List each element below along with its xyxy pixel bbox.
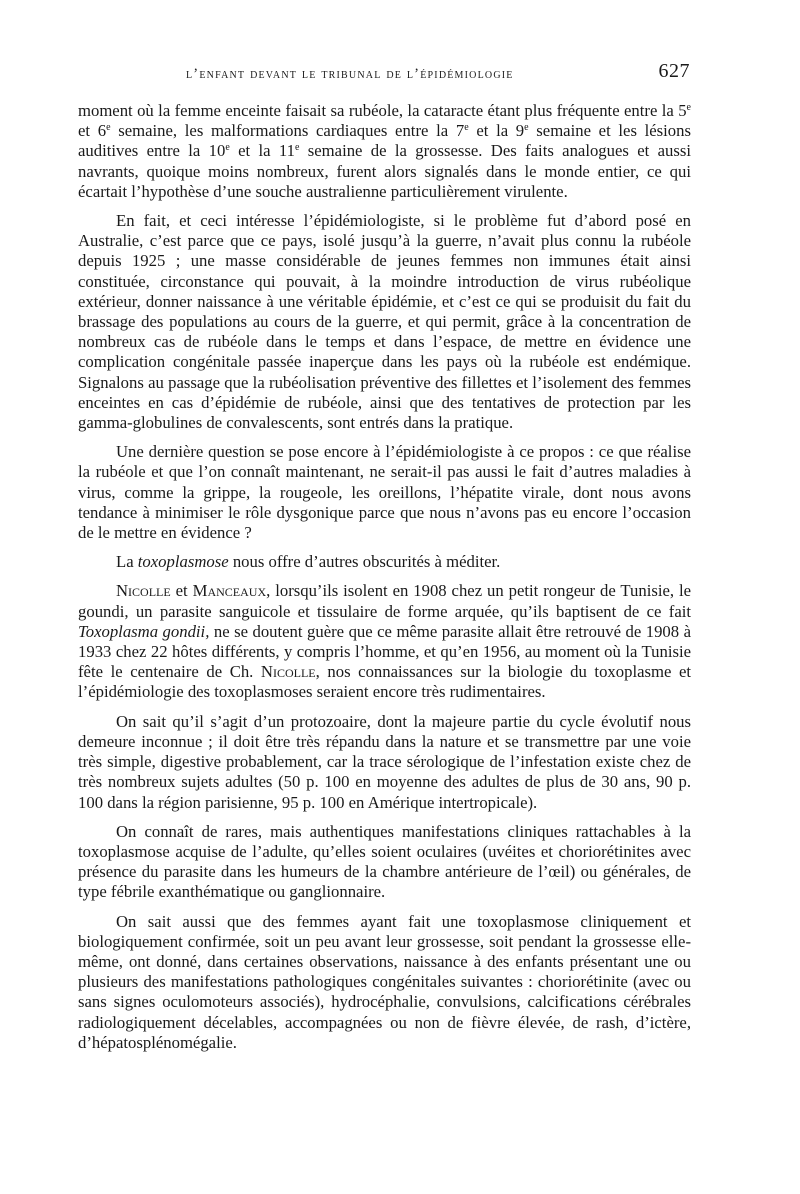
page-number: 627 xyxy=(658,60,690,82)
body-text xyxy=(78,101,691,1053)
author-name: Nicolle xyxy=(116,581,171,601)
paragraph-manifestations-adulte: On connaît de rares, mais authentiques manifestations cliniques rattachables à la toxoplasmose acquise de l’adulte, qu’elles soient oculaires (uvéites et choriorétinites avec présence du parasite dans les humeurs de la chambre antérieure de l’œil) ou générales, de type fébrile exanthématique ou ganglionnaire. xyxy=(78,821,691,902)
species-name: Toxoplasma gondii, xyxy=(78,621,210,641)
author-name: Nicolle xyxy=(260,662,316,682)
paragraph-protozoaire: On sait qu’il s’agit d’un protozoaire, dont la majeure partie du cycle évolutif nous demeure inconnue ; il doit être très répandu dans la nature et se transmettre par une voie très simple, digestive probablement, car la trace sérologique de l’infestation existe chez de très nombreux sujets adultes (50 p. 100 en moyenne des adultes de plus de 30 ans, 90 p. 100 dans la région parisienne, 95 p. 100 en Amérique intertropicale). xyxy=(78,711,691,812)
running-header xyxy=(78,60,690,86)
paragraph-rubella-timing: moment où la femme enceinte faisait sa rubéole, la cataracte étant plus fréquente entre la 5e et 6e semaine, les malformations cardiaques entre la 7e et la 9e semaine et les lésions auditives entre la 10e et la 11e semaine de la grossesse. Des faits analogues et aussi navrants, quoique moins nombreux, furent alors signalés dans le monde entier, ce qui écartait l’hypothèse d’une souche australienne particulièrement virulente. xyxy=(78,101,691,201)
paragraph-nicolle-manceaux: Nicolle et Manceaux, lorsqu’ils isolent en 1908 chez un petit rongeur de Tunisie, le goundi, un parasite sanguicole et tissulaire de forme arquée, qu’ils baptisent de ce fait Toxoplasma gondii, ne se doutent guère que ce même parasite allait être retrouvé de 1908 à 1933 chez 22 hôtes différents, y compris l’homme, et qu’en 1956, au moment où la Tunisie fête le centenaire de Ch. Nicolle, nos connaissances sur la biologie du toxoplasme et l’épidémiologie des toxoplasmoses seraient encore très rudimentaires. xyxy=(78,581,692,702)
paragraph-congenital: On sait aussi que des femmes ayant fait une toxoplasmose cliniquement et biologiquement confirmée, soit un peu avant leur grossesse, soit pendant la grossesse elle-même, ont donné, dans certaines observations, naissance à des enfants présentant une ou plusieurs des manifestations pathologiques congénitales suivantes : choriorétinite (avec ou sans signes oculomoteurs associés), hydrocéphalie, convulsions, calcifications cérébrales radiologiquement décelables, accompagnées ou non de fièvre élevée, de rash, d’ictère, d’hépatosplénomégalie. xyxy=(78,911,691,1052)
paragraph-question: Une dernière question se pose encore à l’épidémiologiste à ce propos : ce que réalise la rubéole et que l’on connaît maintenant, ne serait-il pas aussi le fait d’autres maladies à virus, comme la grippe, la rougeole, les oreillons, l’hépatite virale, dont nous avons tendance à minimiser le rôle dysgonique parce que nous n’avons pas eu encore l’occasion de le mettre en évidence ? xyxy=(78,442,691,543)
running-title: l’enfant devant le tribunal de l’épidémiologie xyxy=(186,66,514,82)
author-name: Manceaux xyxy=(192,581,267,601)
paragraph-toxoplasmose-intro: La toxoplasmose nous offre d’autres obscurités à méditer. xyxy=(116,552,501,572)
paragraph-australia: En fait, et ceci intéresse l’épidémiologiste, si le problème fut d’abord posé en Australie, c’est parce que ce pays, isolé jusqu’à la guerre, n’avait plus connu la rubéole depuis 1925 ; une masse considérable de jeunes femmes non immunes était ainsi constituée, circonstance qui pouvait, à la moindre introduction de virus rubéolique extérieur, donner naissance à une véritable épidémie, et c’est ce qui se produisit du fait du brassage des populations au cours de la guerre, et qui permit, grâce à la concentration de nombreux cas de rubéole dans le temps et dans l’espace, de mettre en évidence une complication congénitale passée inaperçue dans les pays où la rubéole est endémique. Signalons au passage que la rubéolisation préventive des fillettes et l’isolement des femmes enceintes en cas d’épidémie de rubéole, ainsi que des tentatives de protection par les gamma-globulines de convalescents, sont entrés dans la pratique. xyxy=(78,211,691,433)
